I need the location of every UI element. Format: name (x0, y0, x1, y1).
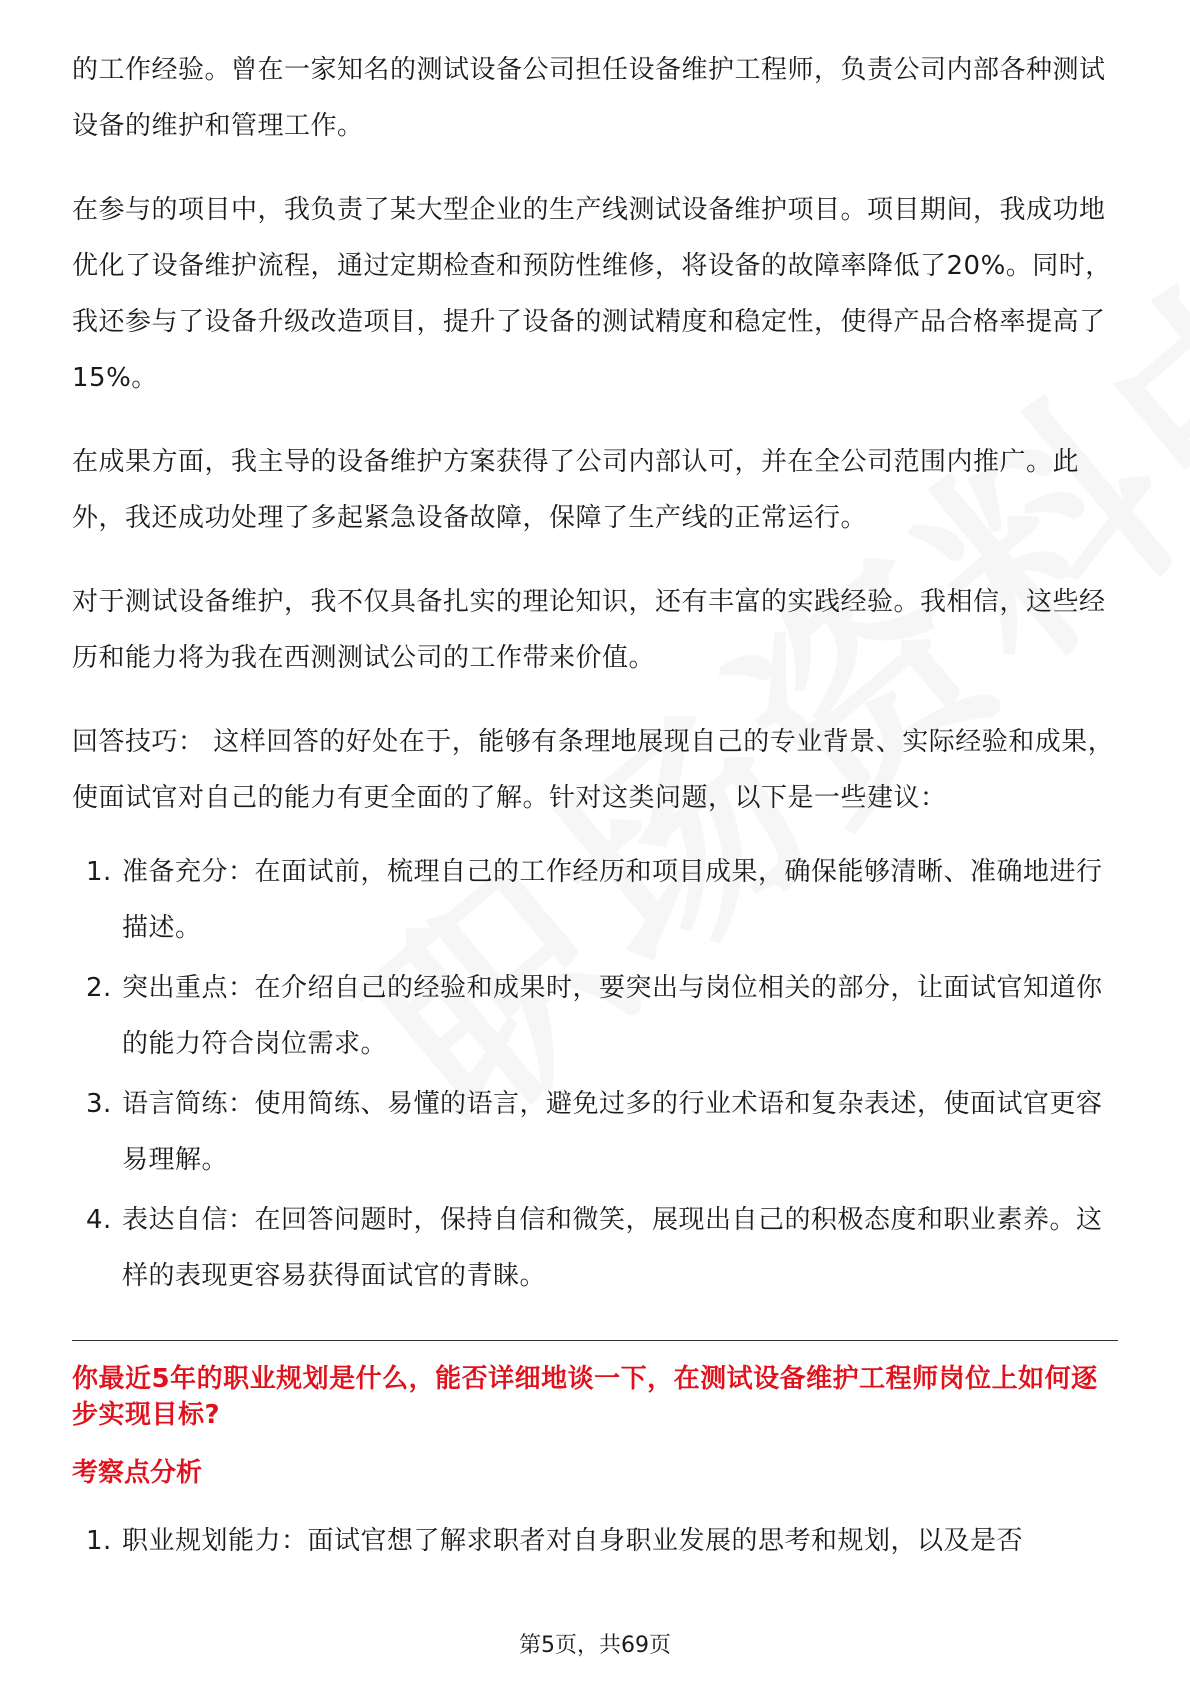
list-item (72, 1192, 1118, 1304)
list-number: 1. (86, 1526, 112, 1556)
list-number: 3. (86, 1089, 112, 1119)
section-title: 考察点分析 (72, 1458, 203, 1488)
section-divider (72, 1340, 1118, 1341)
paragraph-2: 在参与的项目中，我负责了某大型企业的生产线测试设备维护项目。项目期间，我成功地优化了设备维护流程，通过定期检查和预防性维修，将设备的故障率降低了20%。同时，我还参与了设备升级改造项目，提升了设备的测试精度和稳定性，使得产品合格率提高了15%。 (72, 195, 1112, 393)
interview-question: 你最近5年的职业规划是什么，能否详细地谈一下，在测试设备维护工程师岗位上如何逐步实现目标? (72, 1364, 1098, 1430)
list-item (72, 1513, 1118, 1569)
list-item-text: 语言简练：使用简练、易懂的语言，避免过多的行业术语和复杂表述，使面试官更容易理解。 (122, 1089, 1103, 1175)
paragraph-3: 在成果方面，我主导的设备维护方案获得了公司内部认可，并在全公司范围内推广。此外，我还成功处理了多起紧急设备故障，保障了生产线的正常运行。 (72, 447, 1080, 533)
document-page (72, 42, 1118, 1573)
list-item (72, 960, 1118, 1072)
list-number: 4. (86, 1205, 112, 1235)
tips-list (72, 844, 1118, 1304)
list-number: 1. (86, 857, 112, 887)
analysis-list (72, 1513, 1118, 1569)
paragraph-4: 对于测试设备维护，我不仅具备扎实的理论知识，还有丰富的实践经验。我相信，这些经历和能力将为我在西测测试公司的工作带来价值。 (72, 587, 1106, 673)
list-item (72, 844, 1118, 956)
list-item-text: 突出重点：在介绍自己的经验和成果时，要突出与岗位相关的部分，让面试官知道你的能力符合岗位需求。 (122, 973, 1103, 1059)
list-item-text: 准备充分：在面试前，梳理自己的工作经历和项目成果，确保能够清晰、准确地进行描述。 (122, 857, 1103, 943)
paragraph-1: 的工作经验。曾在一家知名的测试设备公司担任设备维护工程师，负责公司内部各种测试设备的维护和管理工作。 (72, 55, 1106, 141)
list-item-text: 表达自信：在回答问题时，保持自信和微笑，展现出自己的积极态度和职业素养。这样的表现更容易获得面试官的青睐。 (122, 1205, 1103, 1291)
list-number: 2. (86, 973, 112, 1003)
page-footer: 第5页，共69页 (519, 1633, 671, 1658)
answer-tips-intro: 回答技巧： 这样回答的好处在于，能够有条理地展现自己的专业背景、实际经验和成果，使面试官对自己的能力有更全面的了解。针对这类问题，以下是一些建议： (72, 727, 1115, 813)
list-item-text: 职业规划能力：面试官想了解求职者对自身职业发展的思考和规划，以及是否 (122, 1526, 1024, 1556)
list-item (72, 1076, 1118, 1188)
